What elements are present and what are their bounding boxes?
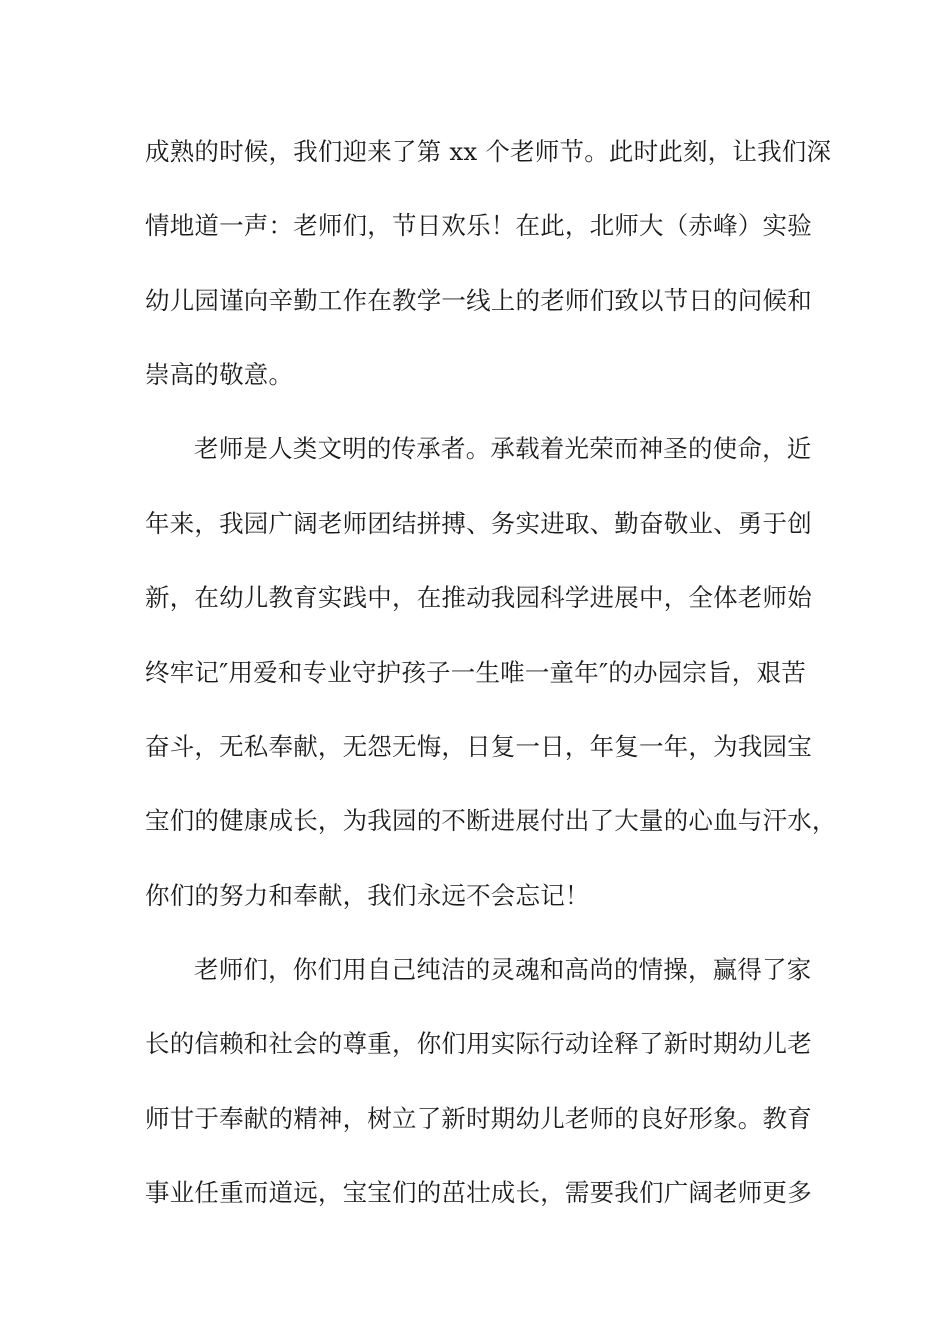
text-line-11: 你们的努力和奉献，我们永远不会忘记！ [145,881,590,910]
text-line-5: 老师是人类文明的传承者。承载着光荣而神圣的使命，近 [194,434,812,463]
text-line-4: 崇高的敬意。 [145,360,294,389]
text-line-1: 成熟的时候，我们迎来了第 xx 个老师节。此时此刻，让我们深 [145,137,832,166]
text-line-8: 终牢记″用爱和专业守护孩子一生唯一童年″的办园宗旨，艰苦 [145,658,806,687]
text-line-2: 情地道一声：老师们，节日欢乐！在此，北师大（赤峰）实验 [145,211,812,240]
text-line-15: 事业任重而道远，宝宝们的茁壮成长，需要我们广阔老师更多 [145,1178,812,1207]
text-line-7: 新，在幼儿教育实践中，在推动我园科学进展中，全体老师始 [145,583,812,612]
text-line-3: 幼儿园谨向辛勤工作在教学一线上的老师们致以节日的问候和 [145,286,812,315]
text-line-9: 奋斗，无私奉献，无怨无悔，日复一日，年复一年，为我园宝 [145,732,812,761]
text-line-13: 长的信赖和社会的尊重，你们用实际行动诠释了新时期幼儿老 [145,1029,812,1058]
text-line-6: 年来，我园广阔老师团结拼搏、务实进取、勤奋敬业、勇于创 [145,509,812,538]
text-line-14: 师甘于奉献的精神，树立了新时期幼儿老师的良好形象。教育 [145,1104,812,1133]
text-line-10: 宝们的健康成长，为我园的不断进展付出了大量的心血与汗水， [145,806,837,835]
text-line-12: 老师们，你们用自己纯洁的灵魂和高尚的情操，赢得了家 [194,955,812,984]
